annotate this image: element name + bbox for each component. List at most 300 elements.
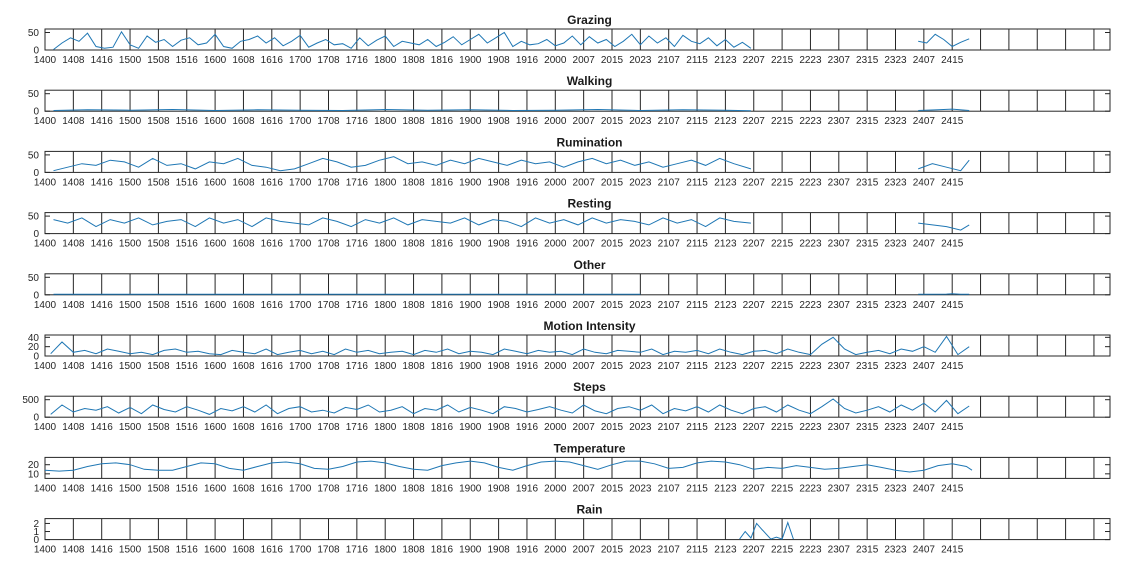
x-tick-label: 1900 (459, 544, 482, 556)
x-tick-label: 1908 (487, 116, 510, 128)
x-tick-label: 2307 (827, 177, 850, 189)
x-tick-label: 1900 (459, 177, 482, 189)
x-tick-label: 2323 (884, 483, 907, 495)
x-tick-label: 2315 (856, 483, 879, 495)
plot-frame (45, 519, 1110, 540)
x-tick-label: 1500 (118, 299, 142, 311)
x-tick-label: 2323 (884, 361, 907, 372)
x-tick-label: 2207 (742, 177, 765, 189)
panel-rain (33, 503, 1110, 556)
x-tick-label: 1508 (147, 544, 170, 556)
x-tick-label: 2207 (742, 238, 765, 250)
panel-title: Temperature (553, 441, 626, 456)
x-tick-label: 1616 (260, 116, 283, 128)
x-tick-label: 1816 (430, 544, 454, 556)
x-tick-label: 2107 (657, 422, 680, 434)
x-tick-label: 1600 (203, 55, 227, 66)
x-tick-label: 2007 (572, 238, 595, 250)
x-tick-label: 2000 (544, 361, 567, 372)
x-tick-label: 2123 (714, 299, 737, 311)
x-tick-label: 2023 (629, 422, 652, 434)
x-tick-label: 2107 (657, 299, 680, 311)
y-tick-label: 500 (22, 395, 39, 407)
x-tick-label: 2415 (941, 238, 964, 250)
x-tick-label: 2000 (544, 544, 567, 556)
x-tick-label: 1516 (175, 238, 198, 250)
panel-walking (28, 74, 1110, 127)
x-tick-label: 2407 (912, 483, 935, 495)
x-tick-label: 1600 (203, 116, 227, 128)
series-line (918, 109, 969, 110)
x-tick-label: 1916 (515, 177, 539, 189)
series-line (918, 223, 969, 230)
x-tick-label: 1916 (515, 361, 539, 372)
panel-title: Walking (566, 74, 613, 89)
x-tick-label: 1716 (345, 116, 368, 128)
x-tick-label: 1416 (90, 422, 113, 434)
y-tick-label: 50 (27, 150, 39, 162)
x-tick-label: 1708 (317, 544, 340, 556)
x-tick-label: 2315 (856, 544, 879, 556)
x-tick-label: 1616 (260, 177, 283, 189)
x-tick-label: 1900 (459, 483, 482, 495)
x-tick-label: 2223 (799, 422, 822, 434)
x-tick-label: 1816 (430, 361, 454, 372)
x-tick-label: 2007 (572, 483, 595, 495)
x-tick-label: 2207 (742, 361, 765, 372)
y-tick-label: 2 (33, 518, 39, 530)
x-tick-label: 2123 (714, 361, 737, 372)
series-line (51, 399, 970, 414)
y-tick-label: 50 (27, 211, 39, 223)
x-tick-label: 1500 (118, 361, 142, 372)
plot-frame (45, 90, 1110, 111)
x-tick-label: 2123 (714, 116, 737, 128)
x-tick-label: 1908 (487, 422, 510, 434)
x-tick-label: 1808 (402, 483, 425, 495)
x-tick-label: 1708 (317, 238, 340, 250)
x-tick-label: 1908 (487, 361, 510, 372)
y-tick-label: 0 (33, 535, 39, 547)
x-tick-label: 1708 (317, 177, 340, 189)
x-tick-label: 1516 (175, 177, 198, 189)
x-tick-label: 1408 (62, 544, 85, 556)
y-tick-label: 50 (27, 272, 39, 284)
x-tick-label: 1700 (289, 55, 312, 66)
x-tick-label: 1408 (62, 177, 85, 189)
x-tick-label: 1500 (118, 55, 142, 66)
x-tick-label: 2023 (629, 299, 652, 311)
x-tick-label: 1716 (345, 361, 368, 372)
x-tick-label: 2215 (770, 299, 794, 311)
x-tick-label: 2307 (827, 361, 850, 372)
panel-resting (28, 197, 1110, 250)
x-tick-label: 1916 (515, 299, 539, 311)
x-tick-label: 2407 (912, 544, 935, 556)
x-tick-label: 1800 (374, 238, 397, 250)
panel-title: Grazing (567, 13, 612, 27)
x-tick-label: 1800 (374, 544, 397, 556)
series-line (45, 461, 972, 472)
x-tick-label: 1916 (515, 55, 539, 66)
x-tick-label: 1716 (345, 55, 368, 66)
x-tick-label: 1700 (289, 299, 312, 311)
x-tick-label: 2215 (770, 55, 794, 66)
x-tick-label: 1408 (62, 483, 85, 495)
x-tick-label: 2123 (714, 544, 737, 556)
y-tick-label: 20 (27, 342, 39, 354)
x-tick-label: 2407 (912, 299, 935, 311)
x-tick-label: 2015 (600, 422, 624, 434)
x-tick-label: 2000 (544, 55, 567, 66)
x-tick-label: 2207 (742, 544, 765, 556)
x-tick-label: 1608 (232, 544, 255, 556)
x-tick-label: 1516 (175, 116, 198, 128)
x-tick-label: 1508 (147, 177, 170, 189)
x-tick-label: 1600 (203, 238, 227, 250)
x-tick-label: 1708 (317, 483, 340, 495)
x-tick-label: 2415 (941, 55, 964, 66)
x-tick-label: 2223 (799, 361, 822, 372)
x-tick-label: 2207 (742, 116, 765, 128)
x-tick-label: 1500 (118, 238, 142, 250)
x-tick-label: 1416 (90, 483, 113, 495)
x-tick-label: 2323 (884, 238, 907, 250)
x-tick-label: 1800 (374, 299, 397, 311)
x-tick-label: 2307 (827, 544, 850, 556)
x-tick-label: 2023 (629, 483, 652, 495)
x-tick-label: 2415 (941, 544, 964, 556)
x-tick-label: 2115 (686, 483, 708, 495)
y-tick-label: 10 (27, 469, 39, 481)
x-tick-label: 2323 (884, 116, 907, 128)
x-tick-label: 2407 (912, 422, 935, 434)
x-tick-label: 2007 (572, 116, 595, 128)
series-line (918, 34, 969, 46)
x-tick-label: 2307 (827, 55, 850, 66)
x-tick-label: 1708 (317, 299, 340, 311)
x-tick-label: 1516 (175, 422, 198, 434)
x-tick-label: 1808 (402, 361, 425, 372)
series-line (51, 336, 970, 354)
x-tick-label: 1416 (90, 55, 113, 66)
x-tick-label: 1600 (203, 483, 227, 495)
x-tick-label: 1500 (118, 483, 142, 495)
x-tick-label: 1416 (90, 238, 113, 250)
x-tick-label: 2023 (629, 116, 652, 128)
x-tick-label: 1508 (147, 55, 170, 66)
x-tick-label: 2315 (856, 55, 879, 66)
panel-grazing (28, 13, 1110, 66)
x-tick-label: 1900 (459, 238, 482, 250)
y-tick-label: 0 (33, 229, 39, 241)
x-tick-label: 1816 (430, 177, 454, 189)
x-tick-label: 1608 (232, 422, 255, 434)
x-tick-label: 1508 (147, 361, 170, 372)
panel-rumination (28, 135, 1110, 188)
x-tick-label: 2215 (770, 116, 794, 128)
x-tick-label: 1500 (118, 177, 142, 189)
series-line (918, 160, 969, 171)
x-tick-label: 2107 (657, 483, 680, 495)
x-tick-label: 2115 (686, 299, 708, 311)
x-tick-label: 1416 (90, 544, 113, 556)
x-tick-label: 1808 (402, 55, 425, 66)
x-tick-label: 1400 (33, 422, 57, 434)
x-tick-label: 2007 (572, 299, 595, 311)
x-tick-label: 1408 (62, 361, 85, 372)
x-tick-label: 2000 (544, 422, 567, 434)
x-tick-label: 2007 (572, 361, 595, 372)
x-tick-label: 1900 (459, 422, 482, 434)
x-tick-label: 1700 (289, 361, 312, 372)
x-tick-label: 1616 (260, 55, 283, 66)
x-tick-label: 1916 (515, 544, 539, 556)
x-tick-label: 1708 (317, 116, 340, 128)
x-tick-label: 1700 (289, 238, 312, 250)
x-tick-label: 1508 (147, 483, 170, 495)
x-tick-label: 1716 (345, 422, 368, 434)
x-tick-label: 1616 (260, 483, 283, 495)
x-tick-label: 2323 (884, 299, 907, 311)
x-tick-label: 1508 (147, 238, 170, 250)
x-tick-label: 1808 (402, 116, 425, 128)
x-tick-label: 2115 (686, 544, 708, 556)
x-tick-label: 2015 (600, 177, 624, 189)
x-tick-label: 2215 (770, 422, 794, 434)
x-tick-label: 2415 (941, 361, 964, 372)
panel-title: Other (573, 257, 606, 272)
x-tick-label: 2107 (657, 177, 680, 189)
x-tick-label: 1600 (203, 177, 227, 189)
x-tick-label: 1800 (374, 483, 397, 495)
x-tick-label: 1800 (374, 361, 397, 372)
series-line (918, 294, 969, 295)
x-tick-label: 2407 (912, 55, 935, 66)
x-tick-label: 2223 (799, 544, 822, 556)
x-tick-label: 2115 (686, 177, 708, 189)
x-tick-label: 2007 (572, 422, 595, 434)
plot-frame (45, 457, 1110, 478)
x-tick-label: 1500 (118, 116, 142, 128)
x-tick-label: 1508 (147, 116, 170, 128)
x-tick-label: 1808 (402, 422, 425, 434)
x-tick-label: 1716 (345, 544, 368, 556)
x-tick-label: 2307 (827, 299, 850, 311)
x-tick-label: 1600 (203, 544, 227, 556)
x-tick-label: 2015 (600, 55, 624, 66)
x-tick-label: 1600 (203, 299, 227, 311)
x-tick-label: 1816 (430, 422, 454, 434)
panel-other (28, 258, 1110, 311)
x-tick-label: 2123 (714, 483, 737, 495)
x-tick-label: 2307 (827, 116, 850, 128)
x-tick-label: 1908 (487, 55, 510, 66)
x-tick-label: 1600 (203, 422, 227, 434)
x-tick-label: 1608 (232, 177, 255, 189)
x-tick-label: 2207 (742, 483, 765, 495)
x-tick-label: 2315 (856, 116, 879, 128)
x-tick-label: 2015 (600, 116, 624, 128)
x-tick-label: 1800 (374, 116, 397, 128)
x-tick-label: 1716 (345, 299, 368, 311)
x-tick-label: 1700 (289, 483, 312, 495)
x-tick-label: 1800 (374, 177, 397, 189)
x-tick-label: 2415 (941, 422, 964, 434)
x-tick-label: 1808 (402, 544, 425, 556)
x-tick-label: 2407 (912, 361, 935, 372)
x-tick-label: 1816 (430, 116, 454, 128)
x-tick-label: 1400 (33, 177, 57, 189)
x-tick-label: 2023 (629, 544, 652, 556)
x-tick-label: 1400 (33, 361, 57, 372)
x-tick-label: 2107 (657, 55, 680, 66)
x-tick-label: 1508 (147, 299, 170, 311)
y-tick-label: 0 (33, 106, 39, 118)
x-tick-label: 2215 (770, 238, 794, 250)
x-tick-label: 2407 (912, 177, 935, 189)
x-tick-label: 1708 (317, 422, 340, 434)
x-tick-label: 2315 (856, 361, 879, 372)
x-tick-label: 1716 (345, 483, 368, 495)
x-tick-label: 2123 (714, 422, 737, 434)
x-tick-label: 1408 (62, 299, 85, 311)
x-tick-label: 2323 (884, 177, 907, 189)
x-tick-label: 1908 (487, 177, 510, 189)
x-tick-label: 2107 (657, 116, 680, 128)
y-tick-label: 50 (27, 28, 39, 39)
x-tick-label: 1800 (374, 55, 397, 66)
x-tick-label: 1516 (175, 361, 198, 372)
x-tick-label: 1908 (487, 299, 510, 311)
x-tick-label: 2107 (657, 238, 680, 250)
x-tick-label: 2207 (742, 422, 765, 434)
x-tick-label: 1700 (289, 116, 312, 128)
x-tick-label: 1716 (345, 238, 368, 250)
y-tick-label: 1 (33, 527, 39, 539)
panel-title: Motion Intensity (543, 319, 636, 333)
x-tick-label: 1516 (175, 483, 198, 495)
x-tick-label: 2015 (600, 238, 624, 250)
x-tick-label: 2000 (544, 483, 567, 495)
x-tick-label: 1516 (175, 55, 198, 66)
x-tick-label: 2207 (742, 55, 765, 66)
x-tick-label: 1416 (90, 299, 113, 311)
x-tick-label: 1416 (90, 177, 113, 189)
x-tick-label: 2223 (799, 299, 822, 311)
series-line (740, 523, 794, 540)
x-tick-label: 2000 (544, 116, 567, 128)
x-tick-label: 1900 (459, 116, 482, 128)
x-tick-label: 2115 (686, 55, 708, 66)
x-tick-label: 2015 (600, 361, 624, 372)
x-tick-label: 2323 (884, 422, 907, 434)
x-tick-label: 1916 (515, 422, 539, 434)
panel-title: Rumination (556, 135, 623, 150)
x-tick-label: 2115 (686, 116, 708, 128)
x-tick-label: 2115 (686, 361, 708, 372)
x-tick-label: 1500 (118, 544, 142, 556)
x-tick-label: 1400 (33, 544, 57, 556)
x-tick-label: 2223 (799, 116, 822, 128)
x-tick-label: 2223 (799, 55, 822, 66)
x-tick-label: 1516 (175, 544, 198, 556)
x-tick-label: 1900 (459, 299, 482, 311)
x-tick-label: 2307 (827, 483, 850, 495)
x-tick-label: 1608 (232, 238, 255, 250)
y-tick-label: 50 (27, 89, 39, 101)
panel-motion-intensity (28, 319, 1110, 372)
x-tick-label: 1400 (33, 55, 57, 66)
x-tick-label: 2407 (912, 116, 935, 128)
x-tick-label: 1708 (317, 361, 340, 372)
x-tick-label: 1408 (62, 55, 85, 66)
x-tick-label: 1816 (430, 483, 454, 495)
x-tick-label: 2007 (572, 544, 595, 556)
x-tick-label: 1400 (33, 299, 57, 311)
plot-frame (45, 396, 1110, 417)
x-tick-label: 1608 (232, 299, 255, 311)
x-tick-label: 2415 (941, 299, 964, 311)
x-tick-label: 1708 (317, 55, 340, 66)
x-tick-label: 1508 (147, 422, 170, 434)
panel-temperature (28, 441, 1110, 494)
x-tick-label: 1616 (260, 299, 283, 311)
x-tick-label: 1416 (90, 116, 113, 128)
x-tick-label: 1808 (402, 177, 425, 189)
x-tick-label: 1400 (33, 483, 57, 495)
x-tick-label: 2215 (770, 361, 794, 372)
x-tick-label: 2015 (600, 544, 624, 556)
x-tick-label: 1608 (232, 483, 255, 495)
x-tick-label: 1816 (430, 238, 454, 250)
x-tick-label: 1716 (345, 177, 368, 189)
x-tick-label: 1600 (203, 361, 227, 372)
x-tick-label: 1500 (118, 422, 142, 434)
x-tick-label: 1616 (260, 544, 283, 556)
x-tick-label: 2115 (686, 422, 708, 434)
x-tick-label: 1516 (175, 299, 198, 311)
x-tick-label: 2407 (912, 238, 935, 250)
panel-title: Rain (576, 502, 603, 517)
x-tick-label: 1408 (62, 238, 85, 250)
y-tick-label: 0 (33, 412, 39, 424)
x-tick-label: 1700 (289, 177, 312, 189)
x-tick-label: 1816 (430, 299, 454, 311)
x-tick-label: 2215 (770, 483, 794, 495)
x-tick-label: 2115 (686, 238, 708, 250)
x-tick-label: 2107 (657, 544, 680, 556)
x-tick-label: 1616 (260, 238, 283, 250)
y-tick-label: 0 (33, 45, 39, 57)
x-tick-label: 1608 (232, 55, 255, 66)
y-tick-label: 0 (33, 351, 39, 363)
x-tick-label: 1816 (430, 55, 454, 66)
panel-title: Steps (573, 380, 606, 395)
x-tick-label: 2023 (629, 55, 652, 66)
x-tick-label: 1400 (33, 116, 57, 128)
x-tick-label: 2315 (856, 238, 879, 250)
x-tick-label: 1616 (260, 361, 283, 372)
x-tick-label: 1700 (289, 422, 312, 434)
x-tick-label: 2215 (770, 544, 794, 556)
x-tick-label: 1908 (487, 544, 510, 556)
x-tick-label: 2023 (629, 238, 652, 250)
x-tick-label: 2015 (600, 299, 624, 311)
x-tick-label: 2007 (572, 177, 595, 189)
x-tick-label: 1416 (90, 361, 113, 372)
x-tick-label: 2315 (856, 422, 879, 434)
